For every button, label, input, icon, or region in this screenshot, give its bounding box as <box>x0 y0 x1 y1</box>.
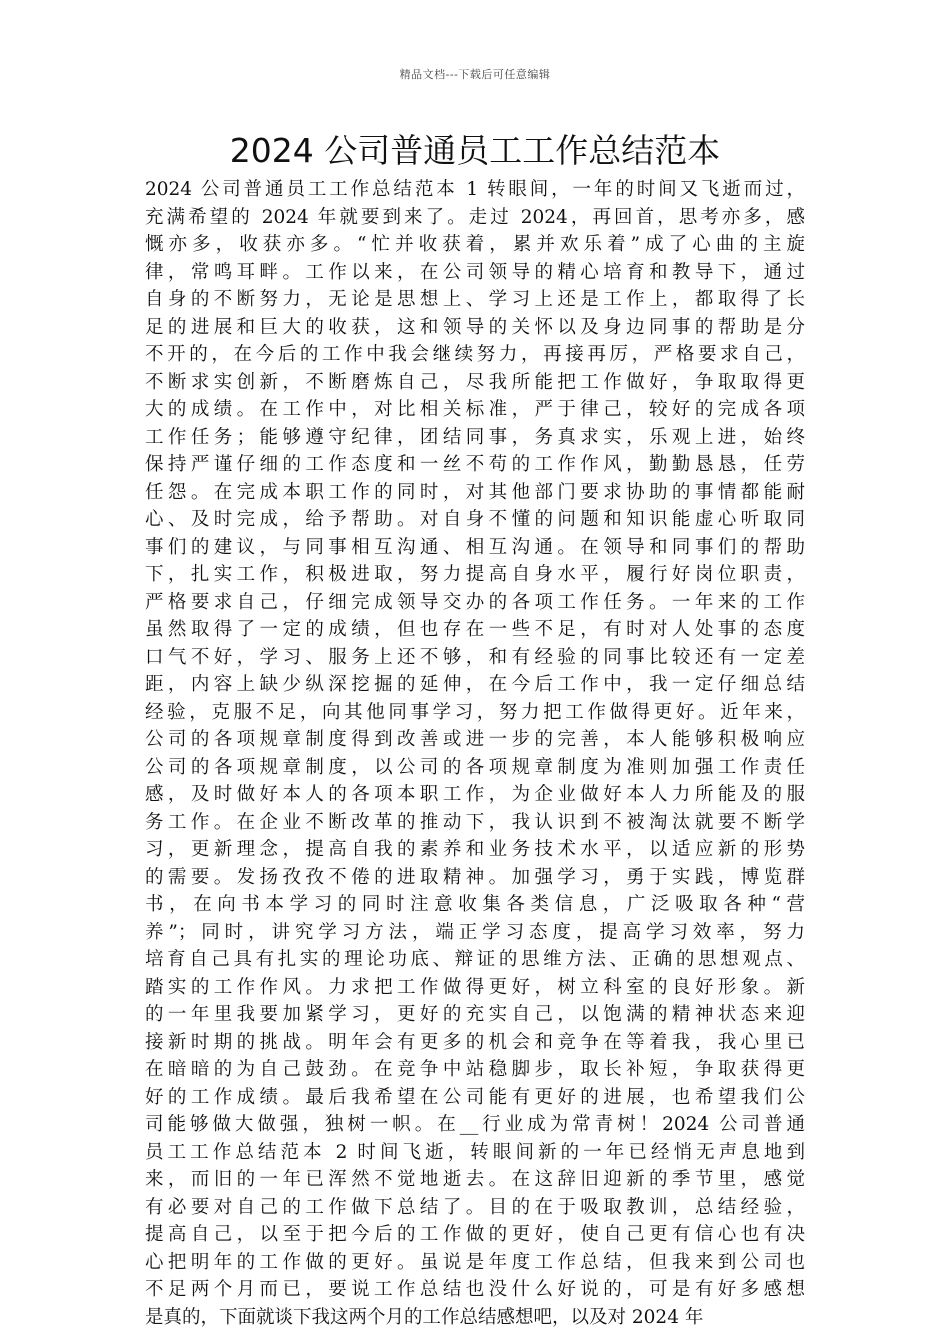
body-line: 距，内容上缺少纵深挖掘的延伸，在今后工作中，我一定仔细总结 <box>145 674 805 695</box>
body-line: 2024 公司普通员工工作总结范本 1 转眼间，一年的时间又飞逝而过， <box>145 179 805 200</box>
body-line: 下，扎实工作，积极进取，努力提高自身水平，履行好岗位职责， <box>145 564 805 585</box>
body-line: 员工工作总结范本 2 时间飞逝，转眼间新的一年已经悄无声息地到 <box>145 1141 805 1163</box>
body-line: 工作任务；能够遵守纪律，团结同事，务真求实，乐观上进，始终 <box>145 426 805 448</box>
body-line: 公司的各项规章制度得到改善或进一步的完善，本人能够积极响应 <box>145 729 805 750</box>
body-line: 慨亦多，收获亦多。“忙并收获着，累并欢乐着”成了心曲的主旋 <box>145 234 805 255</box>
body-line: 有必要对自己的工作做下总结了。目的在于吸取教训，总结经验， <box>145 1196 805 1218</box>
body-line: 来，而旧的一年已浑然不觉地逝去。在这辞旧迎新的季节里，感觉 <box>145 1169 805 1190</box>
document-body <box>145 176 805 1331</box>
body-line: 不足两个月而已，要说工作总结也没什么好说的，可是有好多感想 <box>145 1279 805 1300</box>
body-line: 的一年里我要加紧学习，更好的充实自己，以饱满的精神状态来迎 <box>145 1004 805 1025</box>
body-line: 保持严谨仔细的工作态度和一丝不苟的工作作风，勤勤恳恳，任劳 <box>145 454 805 475</box>
body-line: 严格要求自己，仔细完成领导交办的各项工作任务。一年来的工作 <box>145 591 805 613</box>
body-line: 养”；同时，讲究学习方法，端正学习态度，提高学习效率，努力 <box>145 921 805 943</box>
body-line: 是真的，下面就谈下我这两个月的工作总结感想吧，以及对 2024 年 <box>145 1306 704 1328</box>
body-line: 足的进展和巨大的收获，这和领导的关怀以及身边同事的帮助是分 <box>145 316 805 338</box>
body-line: 大的成绩。在工作中，对比相关标准，严于律己，较好的完成各项 <box>145 399 805 420</box>
body-line: 的需要。发扬孜孜不倦的进取精神。加强学习，勇于实践，博览群 <box>145 866 805 888</box>
body-line: 虽然取得了一定的成绩，但也存在一些不足，有时对人处事的态度 <box>145 619 805 640</box>
body-line: 口气不好，学习、服务上还不够，和有经验的同事比较还有一定差 <box>145 646 805 668</box>
body-line: 书，在向书本学习的同时注意收集各类信息，广泛吸取各种“营 <box>145 894 805 915</box>
body-line: 培育自己具有扎实的理论功底、辩证的思维方法、正确的思想观点、 <box>145 949 805 970</box>
body-line: 习，更新理念，提高自我的素养和业务技术水平，以适应新的形势 <box>145 839 805 860</box>
body-line: 事们的建议，与同事相互沟通、相互沟通。在领导和同事们的帮助 <box>145 536 805 558</box>
body-line: 务工作。在企业不断改革的推动下，我认识到不被淘汰就要不断学 <box>145 811 805 833</box>
body-line: 司能够做大做强，独树一帜。在__行业成为常青树！2024 公司普通 <box>145 1114 805 1135</box>
body-line: 不开的，在今后的工作中我会继续努力，再接再厉，严格要求自己， <box>145 344 805 365</box>
body-line: 充满希望的 2024 年就要到来了。走过 2024，再回首，思考亦多，感 <box>145 206 805 228</box>
body-line: 好的工作成绩。最后我希望在公司能有更好的进展，也希望我们公 <box>145 1086 805 1108</box>
body-line: 不断求实创新，不断磨炼自己，尽我所能把工作做好，争取取得更 <box>145 371 805 393</box>
body-line: 心把明年的工作做的更好。虽说是年度工作总结，但我来到公司也 <box>145 1251 805 1273</box>
body-line: 心、及时完成，给予帮助。对自身不懂的问题和知识能虚心听取同 <box>145 509 805 530</box>
body-line: 任怨。在完成本职工作的同时，对其他部门要求协助的事情都能耐 <box>145 481 805 503</box>
body-line: 提高自己，以至于把今后的工作做的更好，使自己更有信心也有决 <box>145 1224 805 1245</box>
page-header-note: 精品文档---下载后可任意编辑 <box>399 68 551 81</box>
body-line: 踏实的工作作风。力求把工作做得更好，树立科室的良好形象。新 <box>145 976 805 998</box>
body-line: 感，及时做好本人的各项本职工作，为企业做好本人力所能及的服 <box>145 784 805 805</box>
body-line: 律，常鸣耳畔。工作以来，在公司领导的精心培育和教导下，通过 <box>145 261 805 283</box>
body-line: 公司的各项规章制度，以公司的各项规章制度为准则加强工作责任 <box>145 756 805 778</box>
body-line: 经验，克服不足，向其他同事学习，努力把工作做得更好。近年来， <box>145 701 805 723</box>
body-line: 在暗暗的为自己鼓劲。在竞争中站稳脚步，取长补短，争取获得更 <box>145 1059 805 1080</box>
body-line: 自身的不断努力，无论是思想上、学习上还是工作上，都取得了长 <box>145 289 805 310</box>
body-line: 接新时期的挑战。明年会有更多的机会和竞争在等着我，我心里已 <box>145 1031 805 1053</box>
document-title: 2024 公司普通员工工作总结范本 <box>229 131 721 170</box>
